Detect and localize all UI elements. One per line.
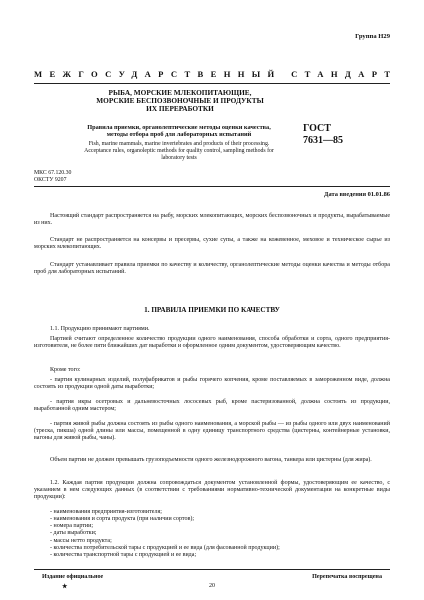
gost-code: 7631—85 xyxy=(303,135,343,146)
okstu-code: ОКСТУ 9207 xyxy=(34,176,67,183)
section-heading: 1. ПРАВИЛА ПРИЕМКИ ПО КАЧЕСТВУ xyxy=(144,306,280,314)
gost-label: ГОСТ xyxy=(303,123,331,134)
official-edition-label: Издание официальное xyxy=(42,574,104,580)
document-title: РЫБА, МОРСКИЕ МЛЕКОПИТАЮЩИЕ, МОРСКИЕ БЕСПОЗВОНОЧНЫЕ И ПРОДУКТЫ ИХ ПЕРЕРАБОТКИ xyxy=(96,88,264,114)
document-subtitle: Правила приемки, органолептические методы оценки качества, методы отбора проб для лабораторных испытаний xyxy=(87,124,271,139)
party-definition: Партией считают определенное количество продукции одного наименования, способа обработки и сорта, одного предприятия-изготовителя, не более пяти ближайших дат выработки и оформленное одним документом, удостоверяющим качество. xyxy=(34,336,390,350)
footer-rule xyxy=(34,569,390,570)
classification-codes xyxy=(34,170,71,184)
reprint-notice: Перепечатка воспрещена xyxy=(312,574,382,580)
list-item: - наименования и сорта продукта (при наличии сортов); xyxy=(50,516,195,523)
required-data-list xyxy=(50,509,390,559)
list-item: - массы нетто продукта; xyxy=(50,537,112,544)
clause-1-2: 1.2. Каждая партия продукции должна сопровождаться документом установленной формы, удостоверяющим ее качество, с указанием в нем следующих данных (в соответствии с требованиями нормативно-технической документации на конкретные виды продукции): xyxy=(34,480,390,501)
page-number: 20 xyxy=(209,583,215,589)
volume-clause: Объем партии не должен превышать грузоподъемности одного железнодорожного вагона, танкера или цистерны (для жира). xyxy=(50,457,372,463)
list-item: - количества транспортной тары с продукцией и ее вида; xyxy=(50,551,197,558)
list-item: - количества потребительской тары с продукцией и ее вида (для фасованной продукции); xyxy=(50,544,280,551)
culinary-clause: - партия кулинарных изделий, полуфабрикатов и рыбы горячего копчения, кроме поставляемых в замороженном виде, должна состоять из продукции одной даты выработки; xyxy=(34,377,390,391)
group-code: Группа Н29 xyxy=(355,33,390,40)
gost-number xyxy=(303,123,343,147)
list-item: - номера партии; xyxy=(50,523,94,530)
caviar-clause: - партия икры осетровых и дальневосточных лососевых рыб, кроме пастеризованной, должна состоять из продукции, выработанной одним мастером; xyxy=(34,399,390,413)
list-item: - даты выработки; xyxy=(50,530,97,537)
header-rule xyxy=(34,83,390,84)
moreover-label: Кроме того: xyxy=(50,367,81,373)
clause-1-1: 1.1. Продукцию принимают партиями. xyxy=(50,326,150,332)
standard-heading: МЕЖГОСУДАРСТВЕННЫЙ СТАНДАРТ xyxy=(34,69,398,79)
mks-code: МКС 67.120.30 xyxy=(34,170,72,176)
exclusion-paragraph: Стандарт не распространяется на консервы и пресервы, сухие супы, а также на кожевенное, меховое и техническое сырье из морских млекопитающих. xyxy=(34,237,390,251)
title-rule xyxy=(34,186,390,187)
document-title-english: Fish, marine mammals, marine invertebrates and products of their processing. Acceptance rules, organoleptic methods for quality control, sampling methods for laboratory tests xyxy=(84,141,274,161)
introduction-date: Дата введения 01.01.86 xyxy=(324,191,390,198)
live-fish-clause: - партия живой рыбы должна состоять из рыбы одного наименования, а морской рыбы — из рыбы одного или двух наименований (треска, пикша) одной длины или массы, помещенной в одну единицу транспортного средства (цистерны, контейнерные установки, вагоны для живой рыбы, чаны). xyxy=(34,421,390,442)
purpose-paragraph: Стандарт устанавливает правила приемки по качеству и количеству, органолептические методы оценки качества и методы отбора проб для лабораторных испытаний. xyxy=(34,262,390,276)
scope-paragraph: Настоящий стандарт распространяется на рыбу, морских млекопитающих, морских беспозвоночных и продукты, вырабатываемые из них. xyxy=(34,213,390,227)
star-icon: ★ xyxy=(62,584,68,590)
list-item: - наименования предприятия-изготовителя; xyxy=(50,509,162,515)
